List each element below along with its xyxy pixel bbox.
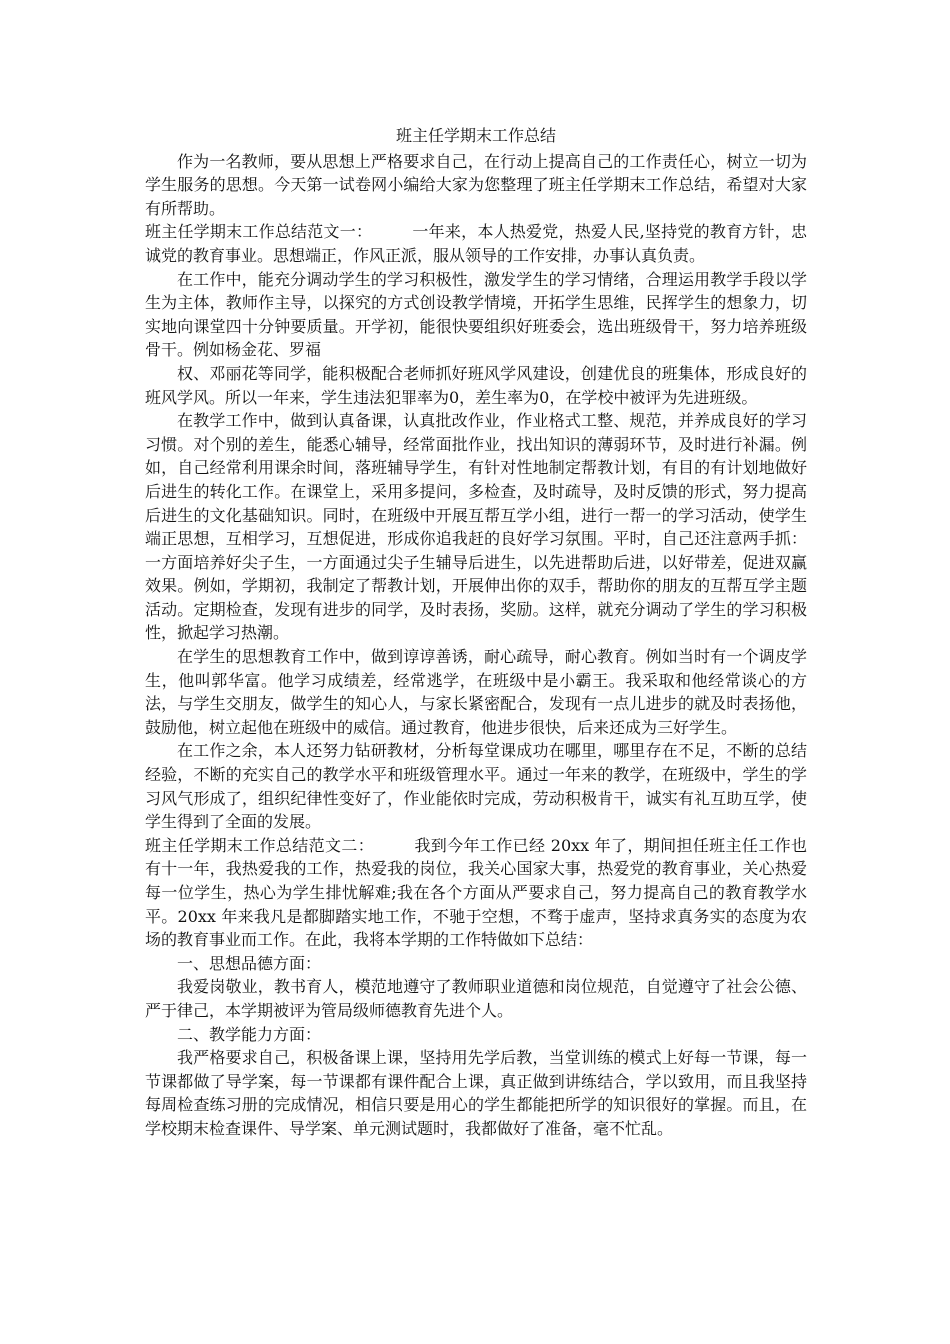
- section1-paragraph: 在工作之余，本人还努力钻研教材，分析每堂课成功在哪里，哪里存在不足，不断的总结经验，不断的充实自己的教学水平和班级管理水平。通过一年来的教学，在班级中，学生的学习风气形成了，组织纪律性变好了，作业能依时完成，劳动积极肯干，诚实有礼互助互学，使学生得到了全面的发展。: [145, 741, 807, 832]
- section2-heading: 班主任学期末工作总结范文二：: [145, 835, 375, 855]
- subsection1-text: 我爱岗敬业，教书育人，模范地遵守了教师职业道德和岗位规范，自觉遵守了社会公德、严于律己，本学期被评为管局级师德教育先进个人。: [145, 977, 807, 1020]
- section2-lead: 我到今年工作已经 20xx 年了，期间担任班主任工作也有十一年，我热爱我的工作，热爱我的岗位，我关心国家大事，热爱党的教育事业，关心热爱每一位学生，热心为学生排忧解难;我在各个方面从严要求自己，努力提高自己的教育教学水平。20xx 年来我凡是都脚踏实地工作，不驰于空想，不骛于虚声，坚持求真务实的态度为农场的教育事业而工作。在此，我将本学期的工作特做如下总结：: [145, 835, 807, 950]
- subsection1-heading: 一、思想品德方面：: [177, 953, 322, 973]
- section1-heading: 班主任学期末工作总结范文一：: [145, 222, 373, 242]
- section1-paragraph: 在工作中，能充分调动学生的学习积极性，激发学生的学习情绪，合理运用教学手段以学生为主体，教师作主导，以探究的方式创设教学情境，开拓学生思维，民挥学生的想象力，切实地向课堂四十分钟要质量。开学初，能很快要组织好班委会，选出班级骨干，努力培养班级骨干。例如杨金花、罗福: [145, 269, 807, 360]
- document-page: [145, 124, 807, 1141]
- section1-paragraph: 在学生的思想教育工作中，做到谆谆善诱，耐心疏导，耐心教育。例如当时有一个调皮学生，他叫郭华富。他学习成绩差，经常逃学，在班级中是小霸王。我采取和他经常谈心的方法，与学生交朋友，做学生的知心人，与家长紧密配合，发现有一点儿进步的就及时表扬他，鼓励他，树立起他在班级中的威信。通过教育，他进步很快，后来还成为三好学生。: [145, 647, 807, 737]
- subsection2-heading: 二、教学能力方面：: [177, 1024, 322, 1044]
- document-title: 班主任学期末工作总结: [395, 126, 556, 145]
- section1-paragraph: 在教学工作中，做到认真备课，认真批改作业，作业格式工整、规范，并养成良好的学习习惯。对个别的差生，能悉心辅导，经常面批作业，找出知识的薄弱环节，及时进行补漏。例如，自己经常利用课余时间，落班辅导学生，有针对性地制定帮教计划，有目的有计划地做好后进生的转化工作。在课堂上，采用多提问，多检查，及时疏导，及时反馈的形式，努力提高后进生的文化基础知识。同时，在班级中开展互帮互学小组，进行一帮一的学习活动，使学生端正思想，互相学习，互想促进，形成你追我赶的良好学习氛围。平时，自己还注意两手抓：一方面培养好尖子生，一方面通过尖子生辅导后进生，以先进帮助后进，以好带差，促进双赢效果。例如，学期初，我制定了帮教计划，开展伸出你的双手，帮助你的朋友的互帮互学主题活动。定期检查，发现有进步的同学，及时表扬，奖励。这样，就充分调动了学生的学习积极性，掀起学习热潮。: [145, 411, 807, 643]
- section1-lead: 一年来，本人热爱党，热爱人民,坚持党的教育方针，忠诚党的教育事业。思想端正，作风正派，服从领导的工作安排，办事认真负责。: [145, 222, 807, 265]
- intro-paragraph: 作为一名教师，要从思想上严格要求自己，在行动上提高自己的工作责任心，树立一切为学生服务的思想。今天第一试卷网小编给大家为您整理了班主任学期末工作总结，希望对大家有所帮助。: [145, 151, 807, 218]
- section1-paragraph: 权、邓丽花等同学，能积极配合老师抓好班风学风建设，创建优良的班集体，形成良好的班风学风。所以一年来，学生违法犯罪率为0，差生率为0，在学校中被评为先进班级。: [145, 363, 807, 407]
- section2-lead-paragraph: [145, 834, 807, 952]
- subsection2-text: 我严格要求自己，积极备课上课，坚持用先学后教，当堂训练的模式上好每一节课，每一节课都做了导学案，每一节课都有课件配合上课，真正做到讲练结合，学以致用，而且我坚持每周检查练习册的完成情况，相信只要是用心的学生都能把所学的知识很好的掌握。而且，在学校期末检查课件、导学案、单元测试题时，我都做好了准备，毫不忙乱。: [145, 1048, 807, 1138]
- section1-lead-paragraph: [145, 220, 807, 267]
